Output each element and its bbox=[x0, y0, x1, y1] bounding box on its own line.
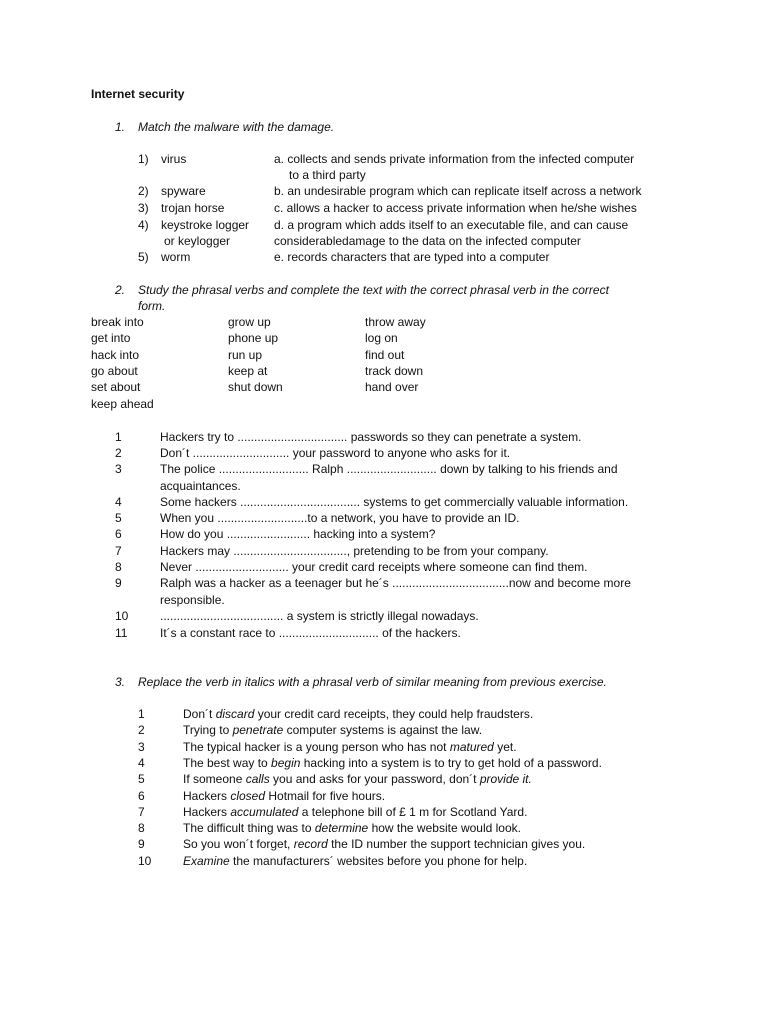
ex1-number: 1. bbox=[115, 120, 126, 134]
gap-fill-sentence bbox=[0, 445, 768, 461]
sentence-text: Hackers try to ................................. passwords so they can penetrate a system. bbox=[160, 430, 582, 444]
match-row bbox=[0, 151, 768, 167]
sentence-part: your credit card receipts, they could help fraudsters. bbox=[254, 707, 534, 721]
match-number: 2) bbox=[138, 184, 149, 198]
match-number: 5) bbox=[138, 250, 149, 264]
sentence-part: The typical hacker is a young person who has not bbox=[183, 739, 450, 754]
sentence-text bbox=[183, 755, 602, 771]
sentence-number: 4 bbox=[115, 495, 122, 509]
gap-fill-sentence bbox=[0, 461, 768, 477]
sentence-text bbox=[183, 853, 527, 869]
sentence-number: 1 bbox=[115, 430, 122, 444]
sentence-text: When you ...........................to a network, you have to provide an ID. bbox=[160, 511, 520, 525]
malware-name: virus bbox=[161, 152, 187, 166]
match-row bbox=[0, 233, 768, 249]
sentence-part: a telephone bill of £ 1 m for Scotland Yard. bbox=[298, 804, 528, 819]
italic-verb: record bbox=[293, 837, 328, 852]
replace-sentence bbox=[0, 804, 768, 820]
sentence-continuation: acquaintances. bbox=[160, 478, 241, 493]
sentence-number: 9 bbox=[138, 837, 145, 852]
sentence-part: So you won´t forget, bbox=[183, 837, 294, 852]
sentence-number: 5 bbox=[115, 511, 122, 525]
sentence-text: Don´t ............................. your password to anyone who asks for it. bbox=[160, 446, 511, 460]
phrasal-verb: phone up bbox=[228, 331, 279, 346]
phrasal-verb: go about bbox=[91, 363, 138, 378]
italic-verb: penetrate bbox=[232, 723, 284, 738]
sentence-text: ..................................... a system is strictly illegal nowadays. bbox=[160, 609, 479, 623]
ex1-instruction: Match the malware with the damage. bbox=[138, 120, 335, 134]
sentence-part: Hackers bbox=[183, 788, 231, 803]
phrasal-verb: keep at bbox=[228, 363, 268, 378]
match-number: 3) bbox=[138, 201, 149, 215]
gap-fill-sentence bbox=[0, 625, 768, 641]
italic-verb: Examine bbox=[183, 853, 230, 868]
sentence-text bbox=[183, 836, 585, 852]
sentence-number: 7 bbox=[138, 804, 145, 819]
sentence-part: Trying to bbox=[183, 723, 233, 738]
sentence-text: Never ............................ your credit card receipts where someone can find them. bbox=[160, 560, 588, 574]
ex3-instruction: Replace the verb in italics with a phrasal verb of similar meaning from previous exercise. bbox=[138, 675, 607, 689]
sentence-text: It´s a constant race to .............................. of the hackers. bbox=[160, 626, 461, 640]
replace-sentence bbox=[0, 755, 768, 771]
gap-fill-sentence bbox=[0, 494, 768, 510]
italic-verb: accumulated bbox=[230, 804, 299, 819]
damage-description: d. a program which adds itself to an executable file, and can cause bbox=[274, 218, 629, 232]
gap-fill-sentence bbox=[0, 510, 768, 526]
phrasal-verb: break into bbox=[91, 315, 144, 329]
sentence-part: the manufacturers´ websites before you phone for help. bbox=[229, 853, 528, 868]
damage-description: to a third party bbox=[289, 168, 366, 182]
match-number: 4) bbox=[138, 218, 149, 232]
damage-description: considerabledamage to the data on the infected computer bbox=[274, 234, 581, 248]
malware-name: keystroke logger bbox=[161, 218, 250, 232]
sentence-part: how the website would look. bbox=[368, 821, 521, 836]
match-row bbox=[0, 249, 768, 265]
sentence-number: 5 bbox=[138, 772, 145, 787]
replace-sentence bbox=[0, 853, 768, 869]
damage-description: c. allows a hacker to access private information when he/she wishes bbox=[274, 201, 637, 215]
sentence-number: 4 bbox=[138, 755, 145, 770]
sentence-number: 10 bbox=[138, 853, 152, 868]
sentence-part: If someone bbox=[183, 772, 246, 787]
sentence-part: The best way to bbox=[183, 755, 272, 770]
damage-description: a. collects and sends private information from the infected computer bbox=[274, 152, 635, 166]
sentence-part: computer systems is against the law. bbox=[283, 723, 483, 738]
sentence-number: 3 bbox=[138, 739, 145, 754]
sentence-continuation: responsible. bbox=[160, 592, 225, 607]
gap-fill-sentence bbox=[0, 559, 768, 575]
sentence-text bbox=[183, 722, 482, 738]
phrasal-verb: hack into bbox=[91, 347, 140, 362]
sentence-text bbox=[183, 788, 385, 804]
sentence-number: 2 bbox=[115, 446, 122, 460]
gap-fill-sentence bbox=[0, 543, 768, 559]
sentence-text: How do you ......................... hacking into a system? bbox=[160, 527, 436, 541]
sentence-text bbox=[183, 739, 517, 755]
replace-sentence bbox=[0, 706, 768, 722]
phrasal-verb: throw away bbox=[365, 315, 426, 329]
sentence-number: 1 bbox=[138, 707, 145, 721]
sentence-text bbox=[183, 706, 533, 722]
malware-name: or keylogger bbox=[164, 234, 231, 248]
sentence-text: The police ........................... Ralph ........................... down by talking to his friends and bbox=[160, 462, 618, 476]
italic-verb: closed bbox=[230, 788, 266, 803]
italic-verb: discard bbox=[215, 707, 255, 721]
ex2-instruction bbox=[138, 282, 676, 298]
gap-fill-sentence bbox=[0, 526, 768, 542]
malware-name: spyware bbox=[161, 184, 206, 198]
match-row bbox=[0, 200, 768, 216]
damage-description: e. records characters that are typed into a computer bbox=[274, 250, 550, 264]
italic-verb: calls bbox=[245, 772, 270, 787]
italic-verb: matured bbox=[449, 739, 494, 754]
match-number: 1) bbox=[138, 152, 149, 166]
phrasal-verb: log on bbox=[365, 331, 398, 346]
phrasal-verb: keep ahead bbox=[91, 396, 154, 411]
sentence-number: 11 bbox=[115, 626, 128, 640]
ex3-number: 3. bbox=[115, 675, 126, 689]
malware-name: trojan horse bbox=[161, 201, 225, 215]
sentence-part: hacking into a system is to try to get hold of a password. bbox=[300, 755, 602, 770]
phrasal-verb: set about bbox=[91, 380, 141, 395]
match-row bbox=[0, 167, 768, 183]
sentence-text bbox=[183, 771, 532, 787]
malware-name: worm bbox=[161, 250, 191, 264]
replace-sentence bbox=[0, 722, 768, 738]
phrasal-verb: shut down bbox=[228, 380, 283, 395]
sentence-part: The difficult thing was to bbox=[183, 821, 315, 836]
ex2-number: 2. bbox=[115, 283, 126, 297]
replace-sentence bbox=[0, 739, 768, 755]
sentence-number: 9 bbox=[115, 576, 122, 590]
page-title: Internet security bbox=[91, 87, 185, 101]
replace-sentence bbox=[0, 788, 768, 804]
sentence-number: 3 bbox=[115, 462, 122, 476]
phrasal-verb: track down bbox=[365, 363, 424, 378]
sentence-number: 7 bbox=[115, 544, 122, 558]
damage-description: b. an undesirable program which can replicate itself across a network bbox=[274, 184, 642, 198]
sentence-part: yet. bbox=[493, 739, 517, 754]
phrasal-verb: get into bbox=[91, 331, 131, 346]
phrasal-verb: find out bbox=[365, 347, 405, 362]
sentence-number: 10 bbox=[115, 609, 129, 623]
phrasal-verb: grow up bbox=[228, 315, 271, 329]
sentence-number: 8 bbox=[115, 560, 122, 574]
sentence-number: 6 bbox=[115, 527, 122, 541]
replace-sentence bbox=[0, 820, 768, 836]
sentence-part: Hotmail for five hours. bbox=[265, 788, 386, 803]
replace-sentence bbox=[0, 836, 768, 852]
sentence-number: 8 bbox=[138, 821, 145, 836]
sentence-text bbox=[183, 804, 527, 820]
sentence-part: Don´t bbox=[183, 707, 216, 721]
sentence-number: 6 bbox=[138, 788, 145, 803]
replace-sentence bbox=[0, 771, 768, 787]
sentence-part: the ID number the support technician gives you. bbox=[327, 837, 586, 852]
sentence-text: Ralph was a hacker as a teenager but he´s ...................................now and become more bbox=[160, 576, 631, 590]
gap-fill-sentence bbox=[0, 608, 768, 624]
ex2-instruction-line2: form. bbox=[138, 299, 166, 313]
sentence-number: 2 bbox=[138, 723, 145, 738]
italic-verb: begin bbox=[271, 755, 301, 770]
italic-verb: provide it. bbox=[479, 772, 532, 787]
sentence-text bbox=[183, 820, 521, 836]
ex2-instruction-line1: Study the phrasal verbs and complete the text with the correct phrasal verb in the correct bbox=[138, 283, 609, 297]
gap-fill-sentence bbox=[0, 429, 768, 445]
sentence-text: Some hackers .................................... systems to get commercially valuable information. bbox=[160, 495, 629, 509]
sentence-part: you and asks for your password, don´t bbox=[269, 772, 480, 787]
sentence-text: Hackers may .................................., pretending to be from your company. bbox=[160, 544, 549, 558]
phrasal-verb: run up bbox=[228, 347, 263, 362]
sentence-part: Hackers bbox=[183, 804, 231, 819]
italic-verb: determine bbox=[314, 821, 369, 836]
phrasal-verb: hand over bbox=[365, 380, 419, 395]
match-row bbox=[0, 217, 768, 233]
gap-fill-sentence bbox=[0, 575, 768, 591]
match-row bbox=[0, 183, 768, 199]
